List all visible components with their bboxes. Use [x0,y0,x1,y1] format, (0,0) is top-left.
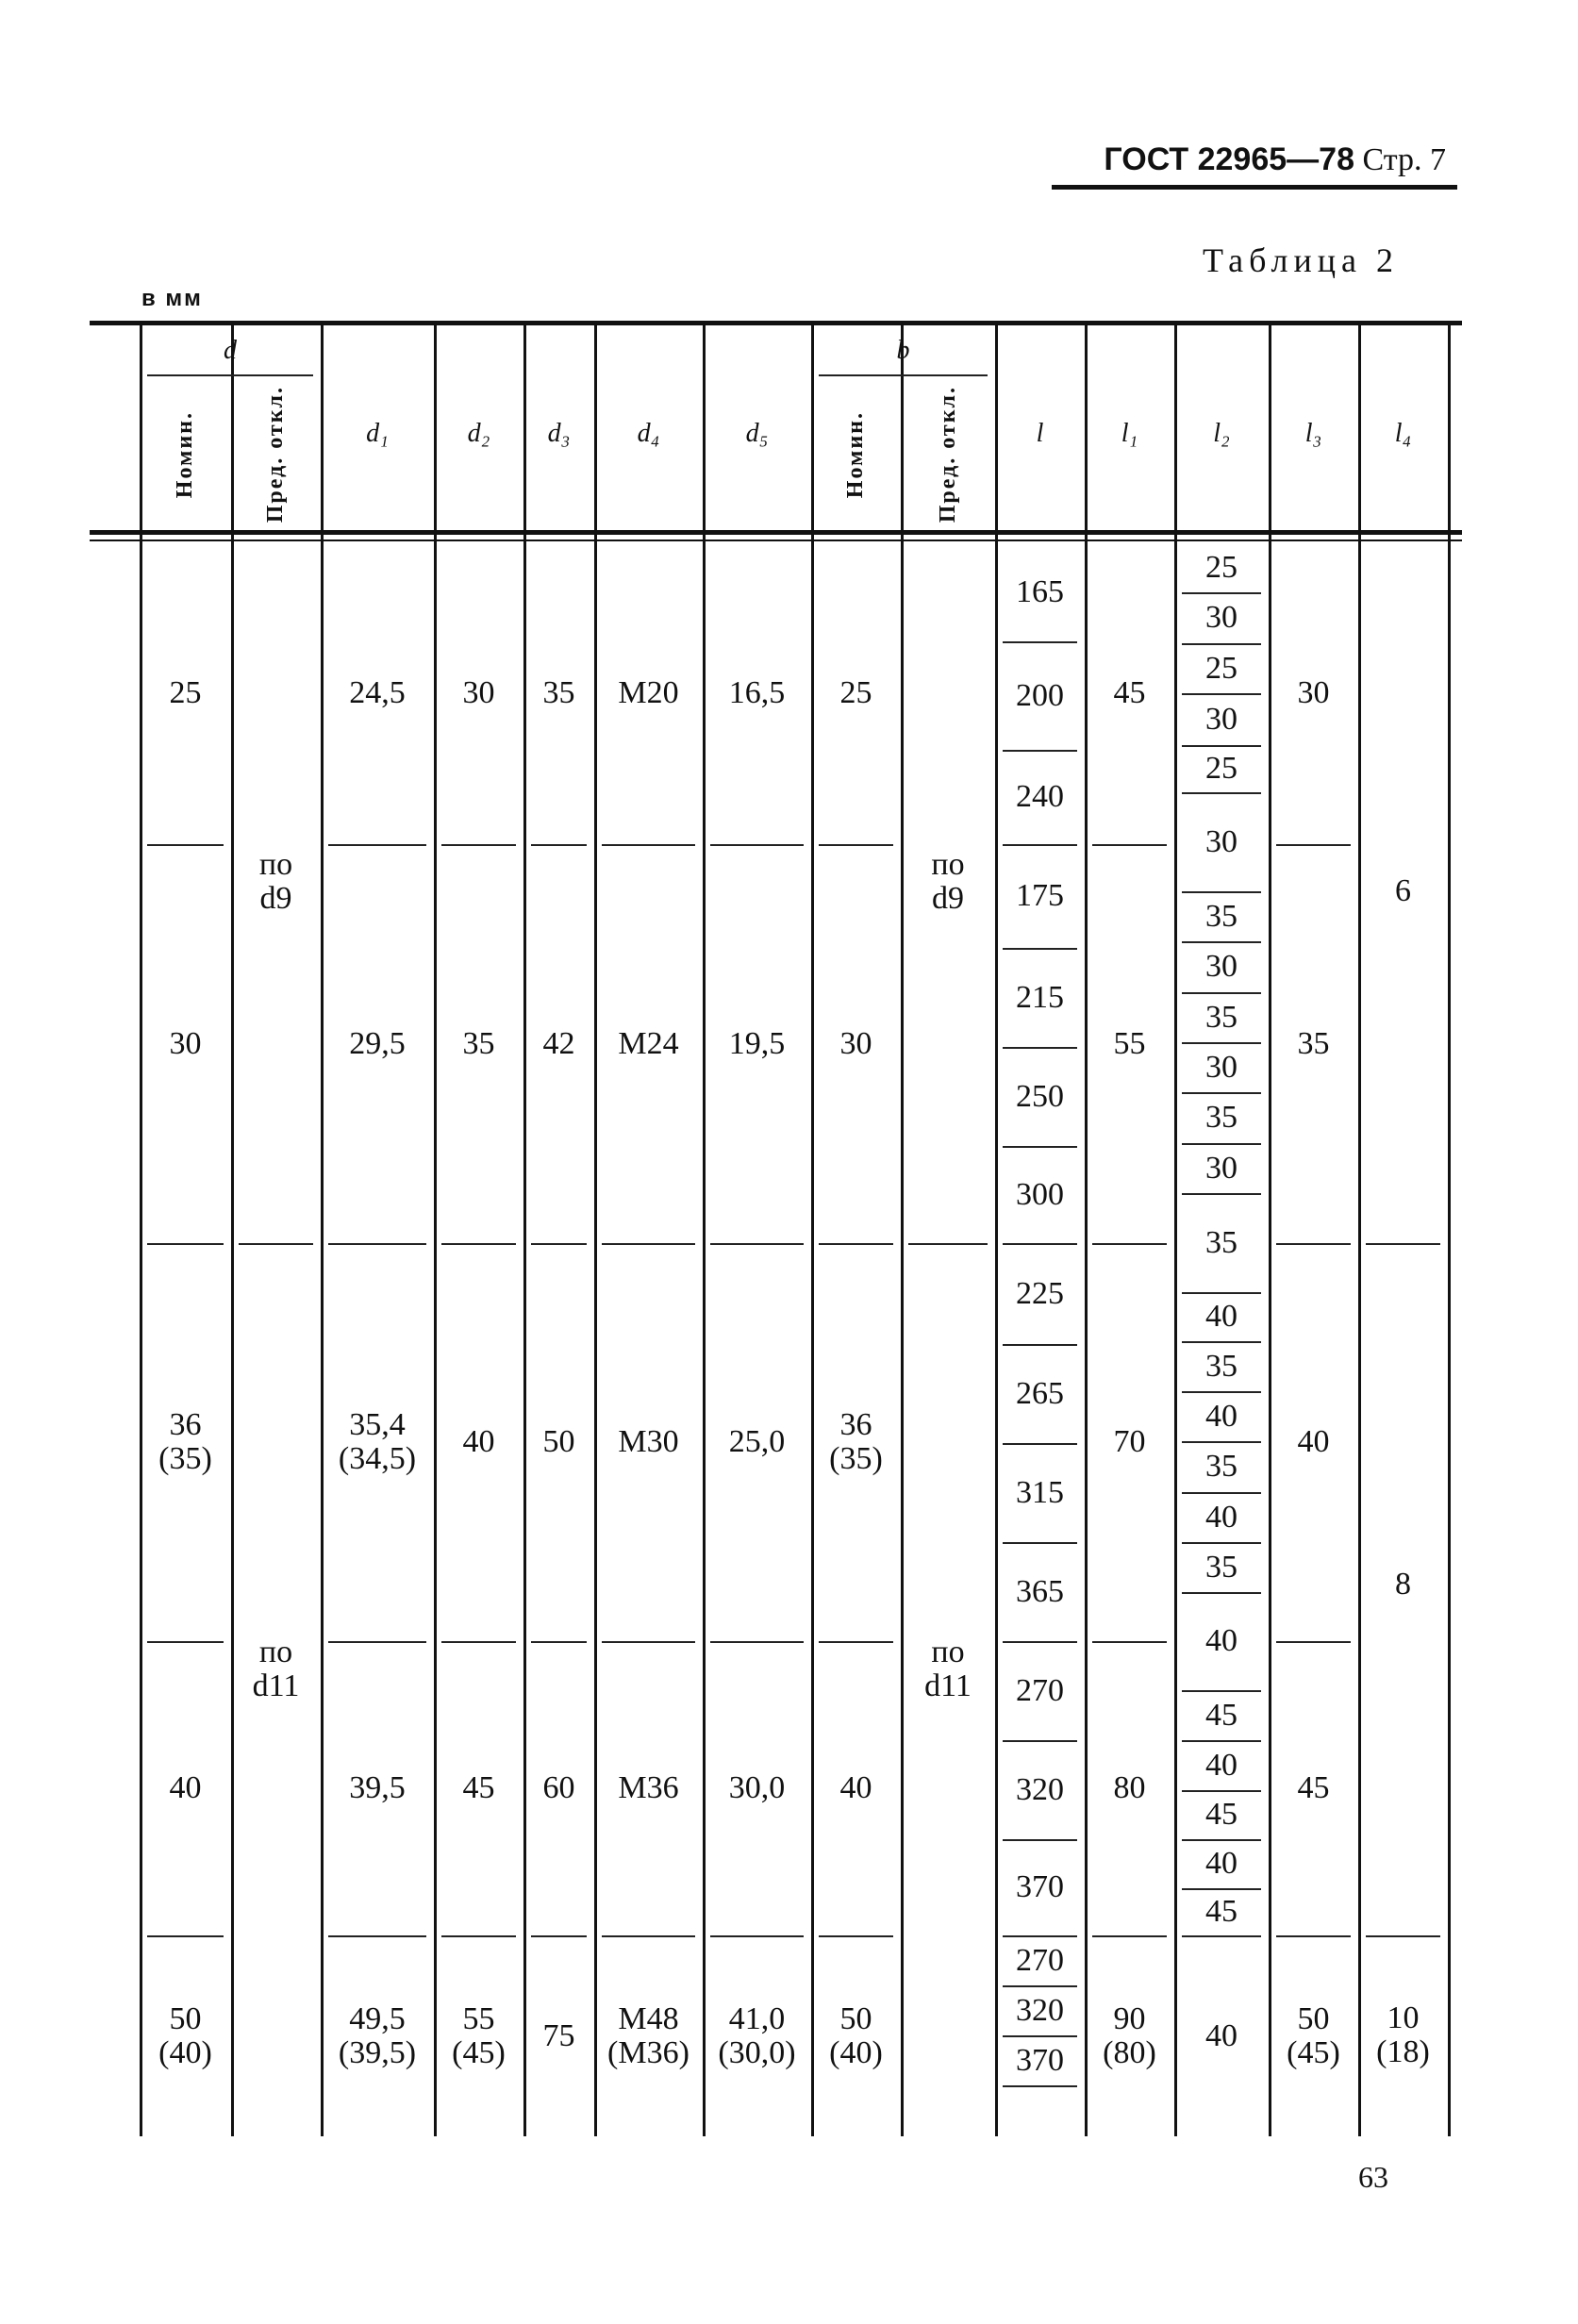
header-l1: l₁ [1121,419,1138,449]
group-4-d4: M36 [618,1770,679,1806]
group-3-l1: 70 [1113,1424,1146,1460]
group-1-d3: 35 [542,675,575,711]
group-divider [441,844,516,846]
group-divider [328,1243,426,1245]
group-2-d2: 35 [462,1025,495,1061]
l2-value-45: 45 [1205,1697,1237,1733]
l2-divider [1182,1542,1261,1544]
l-divider [1003,1641,1077,1643]
l2-value-35: 35 [1205,1224,1237,1260]
l-value-175: 175 [1016,878,1064,914]
group-1-l3: 30 [1297,675,1330,711]
group-divider [602,1641,695,1643]
l-divider [1003,844,1077,846]
l2-divider [1182,1042,1261,1044]
l2-value-40: 40 [1205,1747,1237,1783]
l2-value-40: 40 [1205,2017,1237,2053]
deviation-divider [239,1243,313,1245]
group-divider [1092,844,1167,846]
group-divider [147,1243,224,1245]
l2-value-40: 40 [1205,1623,1237,1659]
group-1-l1: 45 [1113,675,1146,711]
l-value-300: 300 [1016,1176,1064,1212]
l-value-250: 250 [1016,1078,1064,1114]
header-d2: d₂ [467,419,490,449]
group-5-d1: 49,5 (39,5) [338,2000,417,2070]
l2-value-40: 40 [1205,1499,1237,1535]
l-value-265: 265 [1016,1375,1064,1411]
l2-value-30: 30 [1205,1049,1237,1085]
l-divider [1003,750,1077,752]
l-value-165: 165 [1016,573,1064,609]
group-divider [531,1243,587,1245]
l-divider [1003,1146,1077,1148]
header-d-divider [147,374,313,376]
group-divider [602,1243,695,1245]
l2-divider [1182,1441,1261,1443]
header-b-nominal: Номин. [843,410,868,499]
l2-divider [1182,1592,1261,1594]
l2-divider [1182,891,1261,893]
l2-divider [1182,1292,1261,1294]
group-divider [710,1641,804,1643]
l2-value-35: 35 [1205,1549,1237,1585]
group-2-d5: 19,5 [728,1025,786,1061]
group-1-d4: M20 [618,675,679,711]
group-2-l1: 55 [1113,1025,1146,1061]
l2-value-45: 45 [1205,1894,1237,1930]
header-l: l [1036,419,1044,449]
l2-value-25: 25 [1205,650,1237,686]
l-divider [1003,1935,1077,1937]
group-divider [819,1641,893,1643]
group-1-b: 25 [839,675,872,711]
header-b: b [896,336,910,366]
group-1-d1: 24,5 [349,675,406,711]
group-divider [819,1935,893,1937]
group-3-d4: M30 [618,1424,679,1460]
group-divider [147,1935,224,1937]
group-divider [147,844,224,846]
l-value-315: 315 [1016,1474,1064,1510]
group-divider [147,1641,224,1643]
l2-value-30: 30 [1205,823,1237,859]
l2-divider [1182,1143,1261,1145]
column-rule [321,325,324,2136]
group-divider [602,1935,695,1937]
l-divider [1003,1740,1077,1742]
l2-value-35: 35 [1205,898,1237,934]
l2-divider [1182,1092,1261,1094]
group-4-d2: 45 [462,1770,495,1806]
group-divider [1276,844,1351,846]
units-label: в мм [141,286,203,311]
header-d1: d₁ [366,419,389,449]
group-divider [1092,1935,1167,1937]
l2-divider [1182,1391,1261,1393]
group-5-b: 50 (40) [829,2000,883,2070]
page-header [1104,141,1446,178]
l2-divider [1182,1193,1261,1195]
header-d: d [224,336,237,366]
l-value-240: 240 [1016,779,1064,815]
column-rule [434,325,437,2136]
column-rule [140,325,142,2136]
l-divider [1003,1443,1077,1445]
header-subcolumn-rule [901,377,904,528]
l2-value-25: 25 [1205,751,1237,787]
group-4-d1: 39,5 [349,1770,406,1806]
column-rule [523,325,526,2136]
group-divider [710,1243,804,1245]
header-b-divider [819,374,988,376]
l2-value-40: 40 [1205,1299,1237,1335]
column-rule [594,325,597,2136]
header-d4: d₄ [637,419,660,449]
l2-divider [1182,1492,1261,1494]
column-rule [1269,325,1271,2136]
header-bottom-rule-2 [90,540,1462,541]
header-d5: d₅ [745,419,769,449]
l2-value-30: 30 [1205,1150,1237,1186]
l2-divider [1182,693,1261,695]
group-3-d2: 40 [462,1424,495,1460]
page-label: Стр. 7 [1362,142,1446,177]
deviation-divider [908,1243,988,1245]
l4-divider [1366,1243,1440,1245]
group-2-l3: 35 [1297,1025,1330,1061]
l2-divider [1182,992,1261,994]
group-3-d5: 25,0 [728,1424,786,1460]
l-divider [1003,1344,1077,1346]
l-value-270: 270 [1016,1672,1064,1708]
group-divider [1276,1243,1351,1245]
l-value-365: 365 [1016,1573,1064,1609]
group-divider [531,1935,587,1937]
l2-value-35: 35 [1205,1100,1237,1136]
l2-value-25: 25 [1205,549,1237,585]
group-divider [1276,1935,1351,1937]
column-rule [703,325,706,2136]
b-deviation-d9: по d9 [931,847,965,916]
group-1-d5: 16,5 [728,675,786,711]
group-5-d4: M48 (M36) [607,2000,689,2070]
header-b-deviation: Пред. откл. [935,386,960,523]
l2-divider [1182,592,1261,594]
group-divider [819,844,893,846]
table-top-rule [90,321,1462,325]
group-5-l1: 90 (80) [1103,2000,1156,2070]
group-divider [602,844,695,846]
group-divider [1092,1243,1167,1245]
column-rule [1358,325,1361,2136]
header-rule [1052,185,1457,190]
l2-divider [1182,1790,1261,1792]
l-value-320: 320 [1016,1771,1064,1807]
group-2-d3: 42 [542,1025,575,1061]
group-4-d5: 30,0 [728,1770,786,1806]
header-d-deviation: Пред. откл. [263,386,288,523]
group-divider [710,844,804,846]
l2-divider [1182,643,1261,645]
l2-divider [1182,1888,1261,1890]
l-divider [1003,1839,1077,1841]
l-divider [1003,2035,1077,2037]
l-value-320: 320 [1016,1992,1064,2028]
group-4-d: 40 [169,1770,202,1806]
l-divider [1003,1047,1077,1049]
l2-divider [1182,1839,1261,1841]
group-5-l3: 50 (45) [1287,2000,1340,2070]
group-divider [531,1641,587,1643]
l2-divider [1182,745,1261,747]
l-divider [1003,1542,1077,1544]
group-5-d: 50 (40) [158,2000,212,2070]
l-value-215: 215 [1016,979,1064,1015]
l2-divider [1182,1935,1261,1937]
group-2-d4: M24 [618,1025,679,1061]
group-divider [441,1243,516,1245]
group-4-b: 40 [839,1770,872,1806]
l2-value-30: 30 [1205,949,1237,985]
group-3-d1: 35,4 (34,5) [338,1407,417,1476]
l2-value-45: 45 [1205,1797,1237,1833]
l-value-370: 370 [1016,1869,1064,1905]
standard-code: ГОСТ 22965—78 [1104,141,1354,177]
b-deviation-d11: по d11 [924,1635,972,1703]
l-divider [1003,948,1077,950]
group-divider [328,1935,426,1937]
l2-value-35: 35 [1205,999,1237,1035]
l2-divider [1182,1690,1261,1692]
l2-value-40: 40 [1205,1398,1237,1434]
group-divider [328,844,426,846]
group-divider [1092,1641,1167,1643]
group-divider [531,844,587,846]
group-3-l3: 40 [1297,1424,1330,1460]
group-divider [710,1935,804,1937]
l2-divider [1182,941,1261,943]
l-value-225: 225 [1016,1275,1064,1311]
l-value-270: 270 [1016,1942,1064,1978]
group-divider [441,1935,516,1937]
group-4-l3: 45 [1297,1770,1330,1806]
group-divider [328,1641,426,1643]
l-divider [1003,2085,1077,2087]
header-l2: l₂ [1213,419,1230,449]
l2-value-35: 35 [1205,1449,1237,1485]
l4-value-10: 10 (18) [1376,2000,1430,2069]
l-divider [1003,641,1077,643]
column-rule [1085,325,1088,2136]
l4-divider [1366,1935,1440,1937]
l2-divider [1182,1740,1261,1742]
d-deviation-d9: по d9 [258,847,293,916]
header-subcolumn-rule [231,377,234,528]
l2-divider [1182,1341,1261,1343]
l4-value-8: 8 [1395,1567,1411,1602]
group-2-d: 30 [169,1025,202,1061]
header-d-nominal: Номин. [173,410,197,499]
group-divider [819,1243,893,1245]
group-4-d3: 60 [542,1770,575,1806]
l2-value-30: 30 [1205,600,1237,636]
group-1-d: 25 [169,675,202,711]
l2-value-40: 40 [1205,1846,1237,1882]
group-divider [441,1641,516,1643]
column-rule [231,325,234,2136]
d-deviation-d11: по d11 [252,1635,300,1703]
table-title: Таблица 2 [1203,241,1399,279]
group-5-d5: 41,0 (30,0) [718,2000,796,2070]
column-rule [901,325,904,2136]
l-divider [1003,1985,1077,1987]
l2-value-30: 30 [1205,701,1237,737]
header-l3: l₃ [1304,419,1322,449]
column-rule [811,325,814,2136]
group-3-b: 36 (35) [829,1407,883,1476]
group-2-b: 30 [839,1025,872,1061]
header-l4: l₄ [1394,419,1412,449]
l-value-370: 370 [1016,2042,1064,2078]
l2-value-35: 35 [1205,1348,1237,1384]
column-rule [1448,325,1451,2136]
group-3-d3: 50 [542,1424,575,1460]
group-1-d2: 30 [462,675,495,711]
group-2-d1: 29,5 [349,1025,406,1061]
l2-divider [1182,792,1261,794]
group-3-d: 36 (35) [158,1407,212,1476]
header-d3: d₃ [547,419,571,449]
header-bottom-rule [90,530,1462,535]
page-number: 63 [1358,2160,1388,2194]
l-divider [1003,1243,1077,1245]
group-divider [1276,1641,1351,1643]
group-4-l1: 80 [1113,1770,1146,1806]
l4-value-6: 6 [1395,873,1411,909]
l-value-200: 200 [1016,677,1064,713]
group-5-d3: 75 [542,2017,575,2053]
group-5-d2: 55 (45) [452,2000,506,2070]
